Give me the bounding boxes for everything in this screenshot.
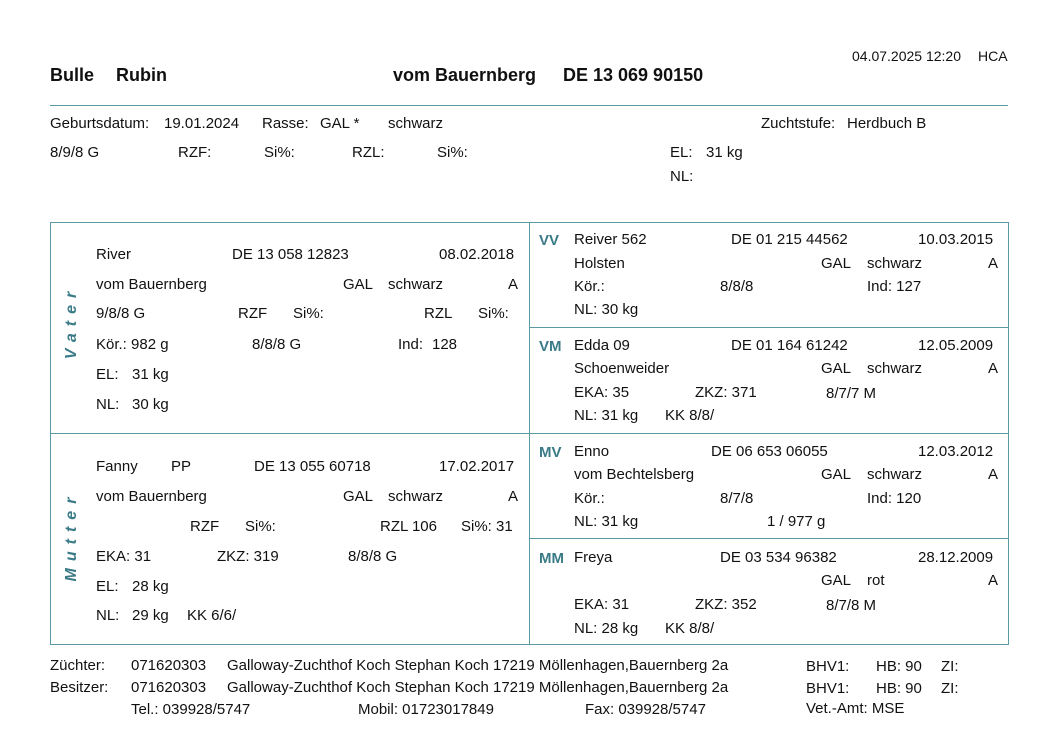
pedigree-divider-mv-mm: [529, 538, 1009, 539]
vm-eka: EKA: 35: [574, 384, 630, 401]
mutter-rzl: RZL 106: [380, 518, 437, 535]
vm-color: schwarz: [867, 360, 923, 377]
mm-class: A: [988, 572, 999, 589]
mutter-si-2: Si%: 31: [461, 518, 513, 535]
mutter-eka: EKA: 31: [96, 548, 152, 565]
vater-nl: 30 kg: [132, 396, 169, 413]
vater-rzf: RZF: [238, 305, 268, 322]
mv-kor: Kör.:: [574, 490, 605, 507]
vm-class: A: [988, 360, 999, 377]
vm-breed: GAL: [821, 360, 852, 377]
animal-sex: Bulle: [50, 65, 95, 85]
zuchter-address: Galloway-Zuchthof Koch Stephan Koch 17219 Möllenhagen,Bauernberg 2a: [227, 657, 729, 674]
si-label-2: Si%:: [437, 144, 468, 161]
mm-name: Freya: [574, 549, 613, 566]
mv-breed: GAL: [821, 466, 852, 483]
vv-breed: GAL: [821, 255, 852, 272]
vv-tag: VV: [539, 232, 560, 249]
fax: Fax: 039928/5747: [585, 701, 706, 718]
mutter-label: Mutter: [63, 490, 80, 582]
mutter-nl: 29 kg: [132, 607, 169, 624]
rzl-label: RZL:: [352, 144, 385, 161]
vv-class: A: [988, 255, 999, 272]
mm-eka: EKA: 31: [574, 596, 630, 613]
vater-color: schwarz: [388, 276, 444, 293]
vater-kor-score: 8/8/8 G: [252, 336, 302, 353]
color-value: schwarz: [388, 115, 444, 132]
hb-value: HB: 90: [876, 658, 922, 675]
mutter-el: 28 kg: [132, 578, 169, 595]
mv-herd: vom Bechtelsberg: [574, 466, 695, 483]
besitzer-label: Besitzer:: [50, 679, 109, 696]
mm-tag: MM: [539, 550, 564, 567]
vv-reg: DE 01 215 44562: [731, 231, 848, 248]
vater-date: 08.02.2018: [439, 246, 515, 263]
vv-score: 8/8/8: [720, 278, 754, 295]
vm-tag: VM: [539, 338, 562, 355]
mv-color: schwarz: [867, 466, 923, 483]
mutter-color: schwarz: [388, 488, 444, 505]
vm-date: 12.05.2009: [918, 337, 994, 354]
vv-color: schwarz: [867, 255, 923, 272]
vater-breed: GAL: [343, 276, 374, 293]
hb-value-2: HB: 90: [876, 680, 922, 697]
vv-date: 10.03.2015: [918, 231, 994, 248]
vet-office: Vet.-Amt: MSE: [806, 700, 905, 717]
besitzer-address: Galloway-Zuchthof Koch Stephan Koch 17219 Möllenhagen,Bauernberg 2a: [227, 679, 729, 696]
vm-kk: KK 8/8/: [665, 407, 715, 424]
mm-reg: DE 03 534 96382: [720, 549, 837, 566]
zuchter-label: Züchter:: [50, 657, 106, 674]
vater-name: River: [96, 246, 132, 263]
vater-ind-label: Ind:: [398, 336, 424, 353]
si-label: Si%:: [264, 144, 295, 161]
vv-nl: NL: 30 kg: [574, 301, 639, 318]
mv-name: Enno: [574, 443, 610, 460]
mutter-nl-label: NL:: [96, 607, 120, 624]
vater-rzl: RZL: [424, 305, 453, 322]
mv-date: 12.03.2012: [918, 443, 994, 460]
vater-el: 31 kg: [132, 366, 169, 383]
besitzer-id: 071620303: [131, 679, 207, 696]
pedigree-divider-vv-vm: [529, 327, 1009, 328]
birth-date: 19.01.2024: [164, 115, 240, 132]
mutter-class: A: [508, 488, 519, 505]
mutter-date: 17.02.2017: [439, 458, 515, 475]
header-rule: [50, 105, 1008, 106]
vm-score: 8/7/7 M: [826, 385, 877, 402]
vm-nl: NL: 31 kg: [574, 407, 639, 424]
bhv1-label-2: BHV1:: [806, 680, 850, 697]
stage-value: Herdbuch B: [847, 115, 927, 132]
vm-reg: DE 01 164 61242: [731, 337, 848, 354]
vater-reg: DE 13 058 12823: [232, 246, 349, 263]
stage-label: Zuchtstufe:: [761, 115, 836, 132]
zi-label: ZI:: [941, 658, 959, 675]
mm-kk: KK 8/8/: [665, 620, 715, 637]
mutter-el-label: EL:: [96, 578, 119, 595]
telephone: Tel.: 039928/5747: [131, 701, 251, 718]
vm-zkz: ZKZ: 371: [695, 384, 757, 401]
mutter-pp: PP: [171, 458, 192, 475]
mv-reg: DE 06 653 06055: [711, 443, 828, 460]
mm-score: 8/7/8 M: [826, 597, 877, 614]
zi-label-2: ZI:: [941, 680, 959, 697]
vater-nl-label: NL:: [96, 396, 120, 413]
mutter-breed: GAL: [343, 488, 374, 505]
animal-herd: vom Bauernberg: [393, 65, 537, 85]
vater-el-label: EL:: [96, 366, 119, 383]
mv-tag: MV: [539, 444, 562, 461]
mutter-score: 8/8/8 G: [348, 548, 398, 565]
mm-breed: GAL: [821, 572, 852, 589]
breed-value: GAL *: [320, 115, 360, 132]
pedigree-divider-middle: [50, 433, 1009, 434]
mv-nl: NL: 31 kg: [574, 513, 639, 530]
breed-label: Rasse:: [262, 115, 309, 132]
nl-label: NL:: [670, 168, 694, 185]
mv-score: 8/7/8: [720, 490, 754, 507]
vv-name: Reiver 562: [574, 231, 647, 248]
vater-si-2: Si%:: [478, 305, 509, 322]
animal-reg: DE 13 069 90150: [563, 65, 704, 85]
mutter-reg: DE 13 055 60718: [254, 458, 371, 475]
vater-ind: 128: [432, 336, 458, 353]
zuchter-id: 071620303: [131, 657, 207, 674]
vm-name: Edda 09: [574, 337, 630, 354]
print-date: 04.07.2025 12:20: [852, 48, 961, 64]
vater-si: Si%:: [293, 305, 324, 322]
el-value: 31 kg: [706, 144, 743, 161]
mm-color: rot: [867, 572, 885, 589]
mutter-rzf: RZF: [190, 518, 220, 535]
mv-weight: 1 / 977 g: [767, 513, 826, 530]
vater-herd: vom Bauernberg: [96, 276, 207, 293]
vater-score: 9/8/8 G: [96, 305, 146, 322]
vv-ind: Ind: 127: [867, 278, 922, 295]
mutter-kk: KK 6/6/: [187, 607, 237, 624]
vater-kor: Kör.: 982 g: [96, 336, 169, 353]
score-value: 8/9/8 G: [50, 144, 100, 161]
mm-nl: NL: 28 kg: [574, 620, 639, 637]
mutter-name: Fanny: [96, 458, 138, 475]
vater-class: A: [508, 276, 519, 293]
mv-ind: Ind: 120: [867, 490, 922, 507]
rzf-label: RZF:: [178, 144, 212, 161]
vm-herd: Schoenweider: [574, 360, 670, 377]
vv-kor: Kör.:: [574, 278, 605, 295]
user-code: HCA: [978, 48, 1008, 64]
mm-date: 28.12.2009: [918, 549, 994, 566]
mm-zkz: ZKZ: 352: [695, 596, 757, 613]
bhv1-label: BHV1:: [806, 658, 850, 675]
el-label: EL:: [670, 144, 693, 161]
mobile: Mobil: 01723017849: [358, 701, 494, 718]
mutter-si: Si%:: [245, 518, 276, 535]
vater-label: Vater: [63, 284, 80, 360]
mutter-zkz: ZKZ: 319: [217, 548, 279, 565]
mv-class: A: [988, 466, 999, 483]
mutter-herd: vom Bauernberg: [96, 488, 207, 505]
animal-name: Rubin: [116, 65, 167, 85]
birth-label: Geburtsdatum:: [50, 115, 150, 132]
vv-herd: Holsten: [574, 255, 625, 272]
